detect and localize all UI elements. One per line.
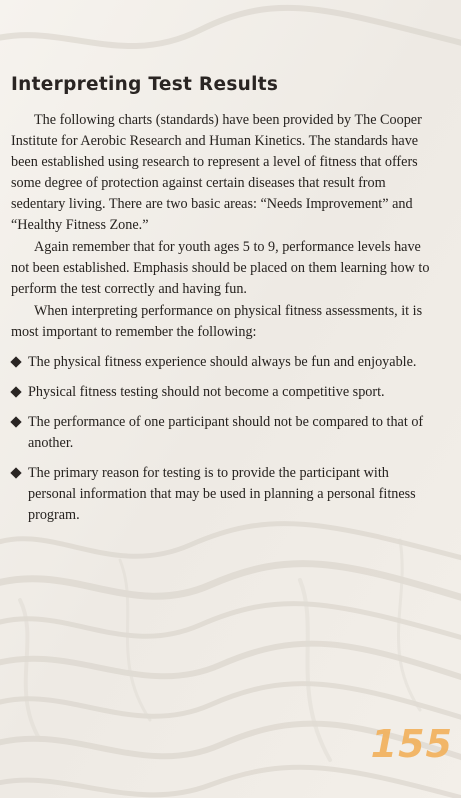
list-item: [11, 352, 439, 373]
diamond-bullet-icon: [10, 386, 21, 397]
section-heading: Interpreting Test Results: [11, 74, 279, 95]
list-item-text: The performance of one participant should not be compared to that of another.: [28, 414, 424, 451]
list-item: [11, 382, 439, 403]
bullet-list: [11, 352, 439, 526]
diamond-bullet-icon: [10, 467, 21, 478]
page-number: 155: [370, 722, 453, 766]
list-item-text: The physical fitness experience should always be fun and enjoyable.: [28, 354, 417, 370]
diamond-bullet-icon: [10, 356, 21, 367]
paragraph-interpreting: When interpreting performance on physical fitness assessments, it is most important to remember the following:: [11, 303, 423, 340]
list-item-text: The primary reason for testing is to provide the participant with personal information that may be used in planning a personal fitness program.: [28, 465, 416, 523]
list-item: [11, 463, 439, 526]
list-item: [11, 412, 439, 454]
body-text: [11, 110, 439, 535]
paragraph-youth-ages: Again remember that for youth ages 5 to 9, performance levels have not been established. Emphasis should be placed on them learning how to perform the test correctly and having fun.: [11, 239, 430, 297]
list-item-text: Physical fitness testing should not become a competitive sport.: [28, 384, 385, 400]
diamond-bullet-icon: [10, 416, 21, 427]
paragraph-standards: The following charts (standards) have been provided by The Cooper Institute for Aerobic Research and Human Kinetics. The standards have been established using research to represent a level of fitness that offers some degree of protection against certain diseases that result from sedentary living. There are two basic areas: “Needs Improvement” and “Healthy Fitness Zone.”: [11, 112, 422, 233]
